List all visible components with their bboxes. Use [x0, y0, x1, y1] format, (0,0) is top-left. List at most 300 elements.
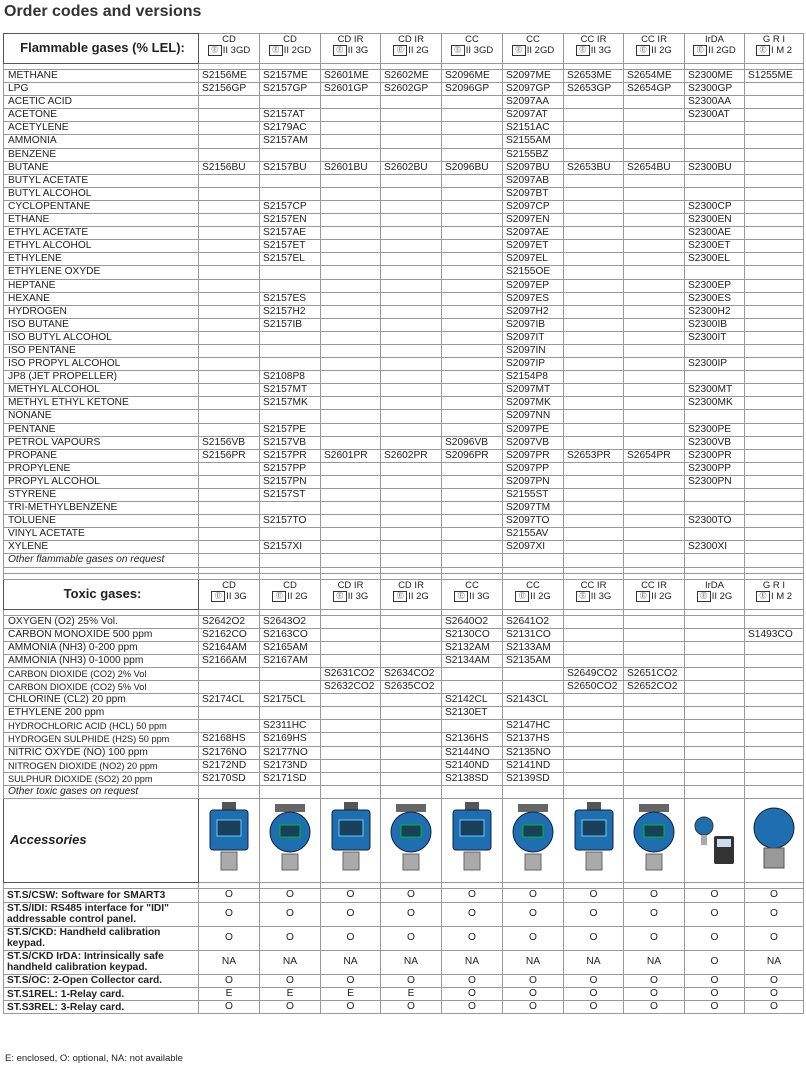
- gas-name: ISO BUTANE: [4, 318, 199, 331]
- order-code: [199, 200, 260, 213]
- order-code: [381, 148, 442, 161]
- column-type: CD: [283, 34, 297, 45]
- order-code: [381, 720, 442, 733]
- order-code: [321, 292, 381, 305]
- order-code: [442, 109, 503, 122]
- table-row: [4, 759, 804, 772]
- order-code: [381, 292, 442, 305]
- order-code: [442, 187, 503, 200]
- gas-name: ISO PENTANE: [4, 344, 199, 357]
- column-cert: [503, 45, 563, 56]
- order-code: [745, 174, 804, 187]
- availability-cell: O: [260, 974, 321, 987]
- order-code: S2157PR: [260, 449, 321, 462]
- availability-cell: O: [685, 888, 745, 902]
- table-row: [4, 358, 804, 371]
- order-code: [199, 174, 260, 187]
- order-code: [745, 344, 804, 357]
- column-cert-text: II 2G: [287, 590, 308, 602]
- order-code: [685, 410, 745, 423]
- column-cert-text: II 3G: [347, 45, 369, 57]
- table-row: [4, 227, 804, 240]
- order-code: [624, 187, 685, 200]
- order-code: S2300XI: [685, 541, 745, 554]
- availability-cell: O: [624, 987, 685, 1000]
- order-code: S2300EL: [685, 253, 745, 266]
- order-code: S2144NO: [442, 746, 503, 759]
- order-code: [745, 502, 804, 515]
- order-code: S2097PN: [503, 475, 564, 488]
- table-row: [4, 667, 804, 680]
- order-code: S2130ET: [442, 707, 503, 720]
- order-code: [442, 371, 503, 384]
- order-code: [564, 96, 624, 109]
- order-code: [260, 331, 321, 344]
- gas-name: HEPTANE: [4, 279, 199, 292]
- order-code: [442, 515, 503, 528]
- table-row: [4, 344, 804, 357]
- order-code: [199, 292, 260, 305]
- gas-name: AMMONIA (NH3) 0-1000 ppm: [4, 654, 199, 667]
- order-code: [199, 707, 260, 720]
- order-code: [199, 240, 260, 253]
- order-code: S2300AE: [685, 227, 745, 240]
- column-cert-text: II 2G: [530, 590, 551, 602]
- order-code: [564, 305, 624, 318]
- order-code: [685, 266, 745, 279]
- availability-cell: O: [442, 888, 503, 902]
- table-row: [4, 305, 804, 318]
- order-code: [442, 292, 503, 305]
- order-code: [745, 161, 804, 174]
- order-code: S2174CL: [199, 694, 260, 707]
- order-code: S2632CO2: [321, 681, 381, 694]
- table-row: [4, 772, 804, 785]
- order-code: [381, 305, 442, 318]
- gas-name: AMMONIA: [4, 135, 199, 148]
- order-code: [564, 122, 624, 135]
- order-code: [321, 214, 381, 227]
- availability-cell: O: [321, 974, 381, 987]
- column-header: [321, 34, 381, 64]
- order-code: S2300ET: [685, 240, 745, 253]
- order-code: S2157PE: [260, 423, 321, 436]
- availability-cell: NA: [381, 950, 442, 974]
- order-code: [199, 681, 260, 694]
- atex-ex-icon: Ⓔ: [576, 45, 590, 56]
- order-code: [685, 720, 745, 733]
- order-code: [381, 475, 442, 488]
- order-code: [503, 681, 564, 694]
- toxic-heading: Toxic gases:: [4, 579, 199, 609]
- order-code: S2156VB: [199, 436, 260, 449]
- order-code: [199, 397, 260, 410]
- order-code: S2108P8: [260, 371, 321, 384]
- column-header: [199, 34, 260, 64]
- order-code: [321, 489, 381, 502]
- column-type: CC IR: [580, 579, 607, 591]
- order-code: S2157ME: [260, 70, 321, 83]
- order-code: S2300PN: [685, 475, 745, 488]
- order-code: [685, 148, 745, 161]
- order-code: [685, 707, 745, 720]
- order-code: [442, 148, 503, 161]
- order-code: [199, 371, 260, 384]
- order-code: [745, 707, 804, 720]
- note-row: [4, 554, 804, 567]
- order-code: [564, 746, 624, 759]
- order-code: [321, 694, 381, 707]
- order-code: [745, 462, 804, 475]
- empty-cell: [321, 785, 381, 798]
- availability-cell: O: [564, 1001, 624, 1014]
- accessory-label: ST.S/OC: 2-Open Collector card.: [4, 974, 199, 987]
- availability-cell: O: [624, 1001, 685, 1014]
- gas-name: BENZENE: [4, 148, 199, 161]
- order-code: S2163CO: [260, 628, 321, 641]
- column-cert: [745, 591, 803, 602]
- availability-cell: O: [624, 926, 685, 950]
- order-code: [624, 694, 685, 707]
- accessory-label: ST.S1REL: 1-Relay card.: [4, 987, 199, 1000]
- order-code: [321, 502, 381, 515]
- order-code: S2157PP: [260, 462, 321, 475]
- order-code: [321, 240, 381, 253]
- order-code: [564, 641, 624, 654]
- gas-name: ETHYL ACETATE: [4, 227, 199, 240]
- order-code: [745, 528, 804, 541]
- table-row: [4, 135, 804, 148]
- availability-cell: NA: [321, 950, 381, 974]
- order-code: S2634CO2: [381, 667, 442, 680]
- order-code: [564, 462, 624, 475]
- order-code: [442, 384, 503, 397]
- gas-name: METHYL ALCOHOL: [4, 384, 199, 397]
- order-code: [381, 462, 442, 475]
- order-code: S2300H2: [685, 305, 745, 318]
- order-code: [745, 109, 804, 122]
- order-code: [381, 279, 442, 292]
- order-code: S2155BZ: [503, 148, 564, 161]
- order-code: [381, 331, 442, 344]
- column-cert: [624, 591, 684, 602]
- order-code: [199, 122, 260, 135]
- order-code: [564, 253, 624, 266]
- order-code: [381, 135, 442, 148]
- gas-name: STYRENE: [4, 489, 199, 502]
- order-code: S2141ND: [503, 759, 564, 772]
- order-code: [260, 187, 321, 200]
- order-code: [564, 707, 624, 720]
- table-row: [4, 83, 804, 96]
- order-code: S2135NO: [503, 746, 564, 759]
- empty-cell: [199, 554, 260, 567]
- empty-cell: [442, 785, 503, 798]
- accessory-row: [4, 902, 804, 926]
- table-row: [4, 541, 804, 554]
- table-row: [4, 410, 804, 423]
- order-code: [564, 528, 624, 541]
- order-code: S2176NO: [199, 746, 260, 759]
- column-type: G R I: [762, 579, 786, 591]
- availability-cell: O: [745, 987, 804, 1000]
- order-code: [685, 174, 745, 187]
- order-code: S2156BU: [199, 161, 260, 174]
- detector-gri-image: [745, 798, 804, 882]
- availability-cell: O: [624, 888, 685, 902]
- order-code: [321, 436, 381, 449]
- order-code: [199, 489, 260, 502]
- order-code: [745, 227, 804, 240]
- accessories-heading: Accessories: [4, 798, 199, 882]
- availability-cell: NA: [503, 950, 564, 974]
- table-row: [4, 200, 804, 213]
- order-code: S2097IP: [503, 358, 564, 371]
- order-code: [381, 187, 442, 200]
- gas-name: PROPYLENE: [4, 462, 199, 475]
- availability-cell: O: [381, 974, 442, 987]
- order-code: [199, 515, 260, 528]
- order-code: [442, 475, 503, 488]
- order-code: [321, 358, 381, 371]
- order-code: S2300GP: [685, 83, 745, 96]
- column-header: [199, 579, 260, 609]
- order-code: [745, 148, 804, 161]
- gas-name: BUTYL ALCOHOL: [4, 187, 199, 200]
- order-code: [199, 331, 260, 344]
- order-code: [685, 122, 745, 135]
- order-code: S2096PR: [442, 449, 503, 462]
- order-code: [199, 358, 260, 371]
- order-code: [381, 214, 442, 227]
- accessory-label: ST.S/CSW: Software for SMART3: [4, 888, 199, 902]
- order-code: S2177NO: [260, 746, 321, 759]
- order-code: [381, 397, 442, 410]
- availability-cell: O: [381, 888, 442, 902]
- accessory-row: [4, 1001, 804, 1014]
- column-type: IrDA: [705, 579, 724, 591]
- order-code: [685, 759, 745, 772]
- order-code: S2300AA: [685, 96, 745, 109]
- order-code: S2097VB: [503, 436, 564, 449]
- order-code: [321, 733, 381, 746]
- order-code: [199, 502, 260, 515]
- gas-name: ACETIC ACID: [4, 96, 199, 109]
- empty-cell: [624, 554, 685, 567]
- order-code: [745, 331, 804, 344]
- column-type: CC: [465, 579, 479, 591]
- empty-cell: [260, 785, 321, 798]
- order-code: [624, 759, 685, 772]
- availability-cell: O: [321, 902, 381, 926]
- column-type: CC IR: [641, 34, 667, 45]
- order-code: [321, 423, 381, 436]
- order-code: [564, 515, 624, 528]
- detector-ccir-2g-image: [624, 798, 685, 882]
- column-cert-text: II 3G: [226, 590, 247, 602]
- column-cert: [503, 591, 563, 602]
- order-code: S2135AM: [503, 654, 564, 667]
- column-cert-text: II 3GD: [465, 45, 494, 57]
- gas-name: PROPYL ALCOHOL: [4, 475, 199, 488]
- order-code: [260, 681, 321, 694]
- order-code: [564, 148, 624, 161]
- gas-name: NONANE: [4, 410, 199, 423]
- order-code: S2097TO: [503, 515, 564, 528]
- table-row: [4, 707, 804, 720]
- column-type: CD: [283, 579, 297, 591]
- order-code: S2631CO2: [321, 667, 381, 680]
- availability-cell: O: [381, 902, 442, 926]
- gas-name: NITROGEN DIOXIDE (NO2) 20 ppm: [4, 759, 199, 772]
- order-code: [321, 746, 381, 759]
- order-code: [442, 305, 503, 318]
- order-code: S2300BU: [685, 161, 745, 174]
- order-code: [564, 628, 624, 641]
- order-code: S2300PE: [685, 423, 745, 436]
- order-code: [624, 615, 685, 628]
- availability-cell: O: [624, 902, 685, 926]
- order-code: S2157AE: [260, 227, 321, 240]
- order-code: [624, 292, 685, 305]
- order-code: S2602ME: [381, 70, 442, 83]
- order-code: [685, 641, 745, 654]
- order-code: [564, 187, 624, 200]
- order-code: [745, 397, 804, 410]
- order-code: [260, 707, 321, 720]
- column-cert: [685, 45, 744, 56]
- order-code: [685, 694, 745, 707]
- order-code: S2097PP: [503, 462, 564, 475]
- column-type: G R I: [762, 34, 786, 45]
- column-cert-text: I M 2: [770, 45, 793, 57]
- order-code: [321, 528, 381, 541]
- order-code: [321, 654, 381, 667]
- gas-name: ETHYLENE: [4, 253, 199, 266]
- order-code: [442, 423, 503, 436]
- order-code: S2300TO: [685, 515, 745, 528]
- order-code: S2157PN: [260, 475, 321, 488]
- order-code: [685, 135, 745, 148]
- availability-cell: O: [564, 902, 624, 926]
- column-header: [624, 34, 685, 64]
- atex-ex-icon: Ⓔ: [756, 45, 770, 56]
- order-code: S2097IN: [503, 344, 564, 357]
- empty-cell: [199, 785, 260, 798]
- order-code: [685, 746, 745, 759]
- gas-name: CHLORINE (CL2) 20 ppm: [4, 694, 199, 707]
- order-code: [321, 707, 381, 720]
- table-row: [4, 371, 804, 384]
- order-code: [745, 772, 804, 785]
- order-code: [685, 528, 745, 541]
- table-row: [4, 515, 804, 528]
- order-code: [624, 515, 685, 528]
- order-code: [199, 720, 260, 733]
- column-header: [624, 579, 685, 609]
- order-code: [381, 694, 442, 707]
- order-code: S2097CP: [503, 200, 564, 213]
- table-row: [4, 489, 804, 502]
- column-cert-text: II 3G: [590, 590, 612, 602]
- order-code: S2157GP: [260, 83, 321, 96]
- column-cert: [381, 591, 441, 602]
- order-code: S2653PR: [564, 449, 624, 462]
- gas-name: ACETYLENE: [4, 122, 199, 135]
- order-code: [321, 266, 381, 279]
- column-cert-text: II 2G: [651, 590, 672, 602]
- order-code: [381, 628, 442, 641]
- order-code: [321, 318, 381, 331]
- order-code: [745, 641, 804, 654]
- empty-cell: [685, 785, 745, 798]
- gas-name: HYDROGEN: [4, 305, 199, 318]
- column-cert-text: II 3GD: [222, 45, 251, 57]
- order-code: [199, 253, 260, 266]
- order-code: [381, 528, 442, 541]
- order-code: [624, 109, 685, 122]
- gas-name: HEXANE: [4, 292, 199, 305]
- detector-cdir-3g-image: [321, 798, 381, 882]
- table-row: [4, 148, 804, 161]
- column-type: CD: [222, 34, 236, 45]
- order-code: [442, 667, 503, 680]
- order-code: [442, 358, 503, 371]
- order-code: S2300IT: [685, 331, 745, 344]
- order-code: [624, 358, 685, 371]
- order-code: S2601ME: [321, 70, 381, 83]
- order-code: [199, 475, 260, 488]
- order-code: S2097GP: [503, 83, 564, 96]
- order-code: [685, 489, 745, 502]
- order-code: [564, 227, 624, 240]
- order-code: [503, 707, 564, 720]
- order-code: [745, 384, 804, 397]
- column-cert-text: II 2G: [651, 45, 672, 57]
- atex-ex-icon: Ⓔ: [333, 591, 347, 602]
- availability-cell: O: [321, 888, 381, 902]
- order-code: [260, 358, 321, 371]
- order-code: [745, 122, 804, 135]
- order-code: [381, 240, 442, 253]
- column-type: IrDA: [705, 34, 724, 45]
- order-code: S2097H2: [503, 305, 564, 318]
- accessory-row: [4, 974, 804, 987]
- order-code: [624, 528, 685, 541]
- availability-cell: O: [442, 987, 503, 1000]
- availability-cell: O: [442, 902, 503, 926]
- order-code: S2097ME: [503, 70, 564, 83]
- empty-cell: [503, 554, 564, 567]
- atex-ex-icon: Ⓔ: [211, 591, 225, 602]
- order-code: [745, 279, 804, 292]
- order-code: [199, 541, 260, 554]
- order-code: [685, 628, 745, 641]
- gas-name: ISO PROPYL ALCOHOL: [4, 358, 199, 371]
- table-row: [4, 174, 804, 187]
- order-code: [745, 515, 804, 528]
- toxic-header-row: [4, 579, 804, 609]
- order-code: S2649CO2: [564, 667, 624, 680]
- order-code: [442, 279, 503, 292]
- order-code: S2097EN: [503, 214, 564, 227]
- order-code: [381, 515, 442, 528]
- order-code: [381, 436, 442, 449]
- column-cert: [321, 45, 380, 56]
- atex-ex-icon: Ⓔ: [269, 45, 283, 56]
- table-row: [4, 746, 804, 759]
- order-code: S2097PR: [503, 449, 564, 462]
